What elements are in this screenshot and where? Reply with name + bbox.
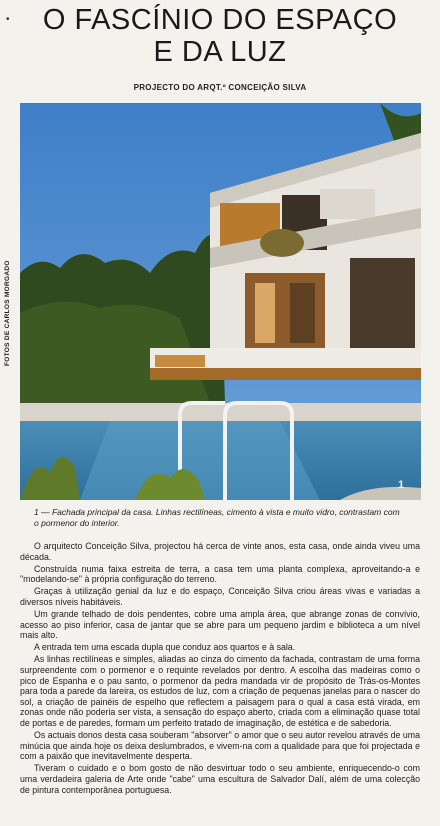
article-paragraph: O arquitecto Conceição Silva, projectou há cerca de vinte anos, esta casa, onde ainda viveu uma década.	[20, 541, 420, 562]
article-paragraph: Construída numa faixa estreita de terra, a casa tem uma planta complexa, aproveitando-a e "modelando-se" à própria configuração do terreno.	[20, 563, 420, 585]
article-paragraph: Graças à utilização genial da luz e do espaço, Conceição Silva criou áreas vivas e variadas a diversos níveis habitáveis.	[20, 586, 420, 607]
house-photo	[20, 103, 421, 500]
article-paragraph: Tiveram o cuidado e o bom gosto de não desvirtuar todo o seu ambiente, enriquecendo-o com uma verdadeira galeria de Arte onde "cabe" uma escultura de Salvador Dalí, além de uma colecção de pintura contemporânea portuguesa.	[20, 763, 420, 795]
article-paragraph: A entrada tem uma escada dupla que conduz aos quartos e à sala.	[34, 642, 296, 653]
title-line-2: E DA LUZ	[153, 36, 287, 68]
project-credit: PROJECTO DO ARQT.º CONCEIÇÃO SILVA	[133, 83, 307, 92]
house-illustration	[20, 103, 421, 500]
photo-caption: 1 — Fachada principal da casa. Linhas rectilíneas, cimento à vista e muito vidro, contrastam com o pormenor do interior.	[34, 507, 400, 528]
article-paragraph: Os actuais donos desta casa souberam "absorver" o amor que o seu autor revelou através de uma minúcia que ainda hoje os deixa deslumbrados, e vivem-na com a qualidade para que foi projectada e com a paixão que inevitavelmente desperta.	[20, 730, 420, 762]
title-bullet: •	[6, 14, 10, 25]
figure-number: 1	[398, 479, 405, 491]
article-paragraph: As linhas rectilíneas e simples, aliadas ao cinza do cimento da fachada, contrastam de uma forma surpreendente com o pormenor e o requinte revelados por dentro. A escolha das madeiras como o pico de Espanha e o pau santo, o pormenor da pedra mandada vir de propósito de Trás-os-Montes para toda a parede da lareira, os estudos de luz, com a criação de pequenas janelas para o nascer do sol, a criação de painéis de espelho que reflectem a paisagem para o qual a casa está virada, em zonas onde não poderia ser vista, a sensação do espaço aberto, criada com a eliminação quase total de portas e de paredes, formam um perfeito tratado de imaginação, de estética e de sabedoria.	[20, 654, 420, 728]
photo-credit: FOTOS DE CARLOS MORGADO	[4, 260, 11, 366]
article-paragraph: Um grande telhado de dois pendentes, cobre uma ampla área, que abrange zonas de convívio, acesso ao piso inferior, casa de jantar que se abre para um pequeno jardim e biblioteca a um nível mais alto.	[20, 609, 420, 641]
article-body	[20, 541, 420, 797]
page-title	[0, 4, 440, 68]
title-line-1: O FASCÍNIO DO ESPAÇO	[42, 4, 398, 36]
